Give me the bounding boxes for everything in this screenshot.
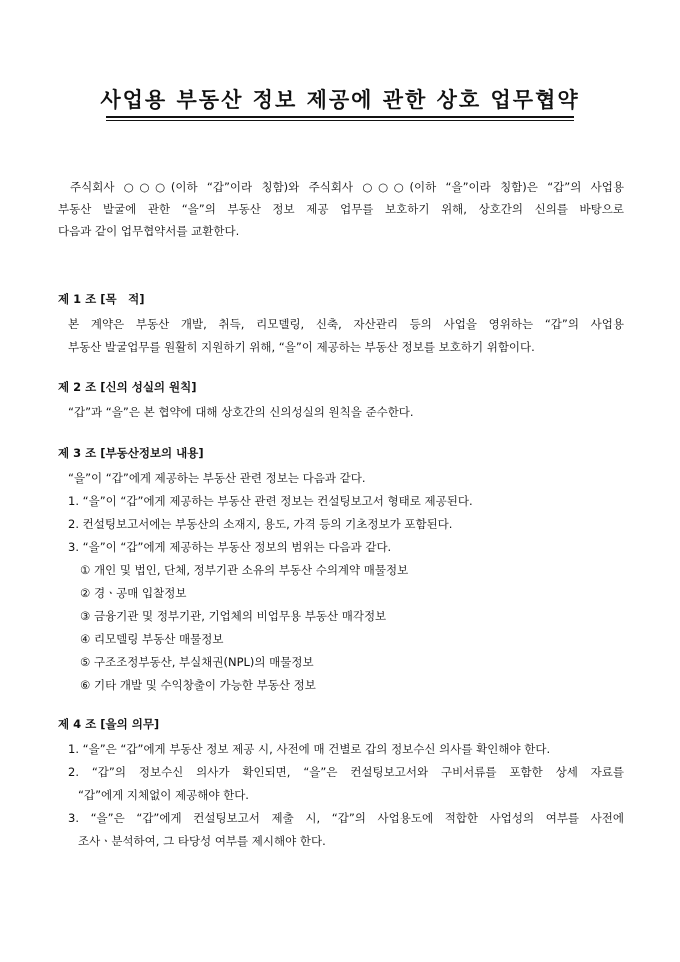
intro-line: 주식회사 ○○○(이하 “갑”이라 칭함)와 주식회사 ○○○(이하 “을”이라 칭함)은 “갑”의 사업용 <box>70 180 624 194</box>
sub-item: ④ 리모델링 부동산 매물정보 <box>80 632 224 646</box>
sub-item: ⑤ 구조조정부동산, 부실채권(NPL)의 매물정보 <box>80 655 314 669</box>
article-1 <box>58 289 624 359</box>
list-item: 3. “을”은 “갑”에게 컨설팅보고서 제출 시, “갑”의 사업용도에 적합한 사업성의 여부를 사전에 <box>68 811 624 825</box>
article-heading: 제 3 조 [부동산정보의 내용] <box>58 446 204 460</box>
sub-item: ① 개인 및 법인, 단체, 정부기관 소유의 부동산 수의계약 매물정보 <box>80 563 409 577</box>
list-item-continuation: “갑”에게 지체없이 제공해야 한다. <box>78 788 249 802</box>
title-underline <box>106 116 574 118</box>
article-line: “을”이 “갑”에게 제공하는 부동산 관련 정보는 다음과 같다. <box>68 471 366 485</box>
article-line: 부동산 발굴업무를 원활히 지원하기 위해, “을”이 제공하는 부동산 정보를 보호하기 위함이다. <box>68 340 535 354</box>
article-3 <box>58 443 624 697</box>
article-2 <box>58 377 624 424</box>
article-line: “갑”과 “을”은 본 협약에 대해 상호간의 신의성실의 원칙을 준수한다. <box>68 405 414 419</box>
list-item: 3. “을”이 “갑”에게 제공하는 부동산 정보의 범위는 다음과 같다. <box>68 540 392 554</box>
list-item: 2. 컨설팅보고서에는 부동산의 소재지, 용도, 가격 등의 기초정보가 포함된다. <box>68 517 453 531</box>
intro-paragraph <box>58 176 624 242</box>
list-item: 2. “갑”의 정보수신 의사가 확인되면, “을”은 컨설팅보고서와 구비서류를 포함한 상세 자료를 <box>68 765 624 779</box>
article-4 <box>58 714 624 853</box>
title-underline-thin <box>106 120 574 121</box>
article-heading: 제 2 조 [신의 성실의 원칙] <box>58 380 197 394</box>
intro-line: 부동산 발굴에 관한 “을”의 부동산 정보 제공 업무를 보호하기 위해, 상호간의 신의를 바탕으로 <box>58 202 624 216</box>
intro-line: 다음과 같이 업무협약서를 교환한다. <box>58 224 240 238</box>
article-heading: 제 4 조 [을의 의무] <box>58 717 160 731</box>
list-item-continuation: 조사ㆍ분석하여, 그 타당성 여부를 제시해야 한다. <box>78 834 326 848</box>
document-title: 사업용 부동산 정보 제공에 관한 상호 업무협약 <box>100 87 580 112</box>
article-heading: 제 1 조 [목 적] <box>58 292 145 306</box>
list-item: 1. “을”은 “갑”에게 부동산 정보 제공 시, 사전에 매 건별로 갑의 정보수신 의사를 확인해야 한다. <box>68 742 551 756</box>
sub-item: ⑥ 기타 개발 및 수익창출이 가능한 부동산 정보 <box>80 678 316 692</box>
sub-item: ③ 금융기관 및 정부기관, 기업체의 비업무용 부동산 매각정보 <box>80 609 387 623</box>
list-item: 1. “을”이 “갑”에게 제공하는 부동산 관련 정보는 컨설팅보고서 형태로 제공된다. <box>68 494 473 508</box>
sub-item: ② 경ㆍ공매 입찰정보 <box>80 586 187 600</box>
article-line: 본 계약은 부동산 개발, 취득, 리모델링, 신축, 자산관리 등의 사업을 영위하는 “갑”의 사업용 <box>68 317 624 331</box>
